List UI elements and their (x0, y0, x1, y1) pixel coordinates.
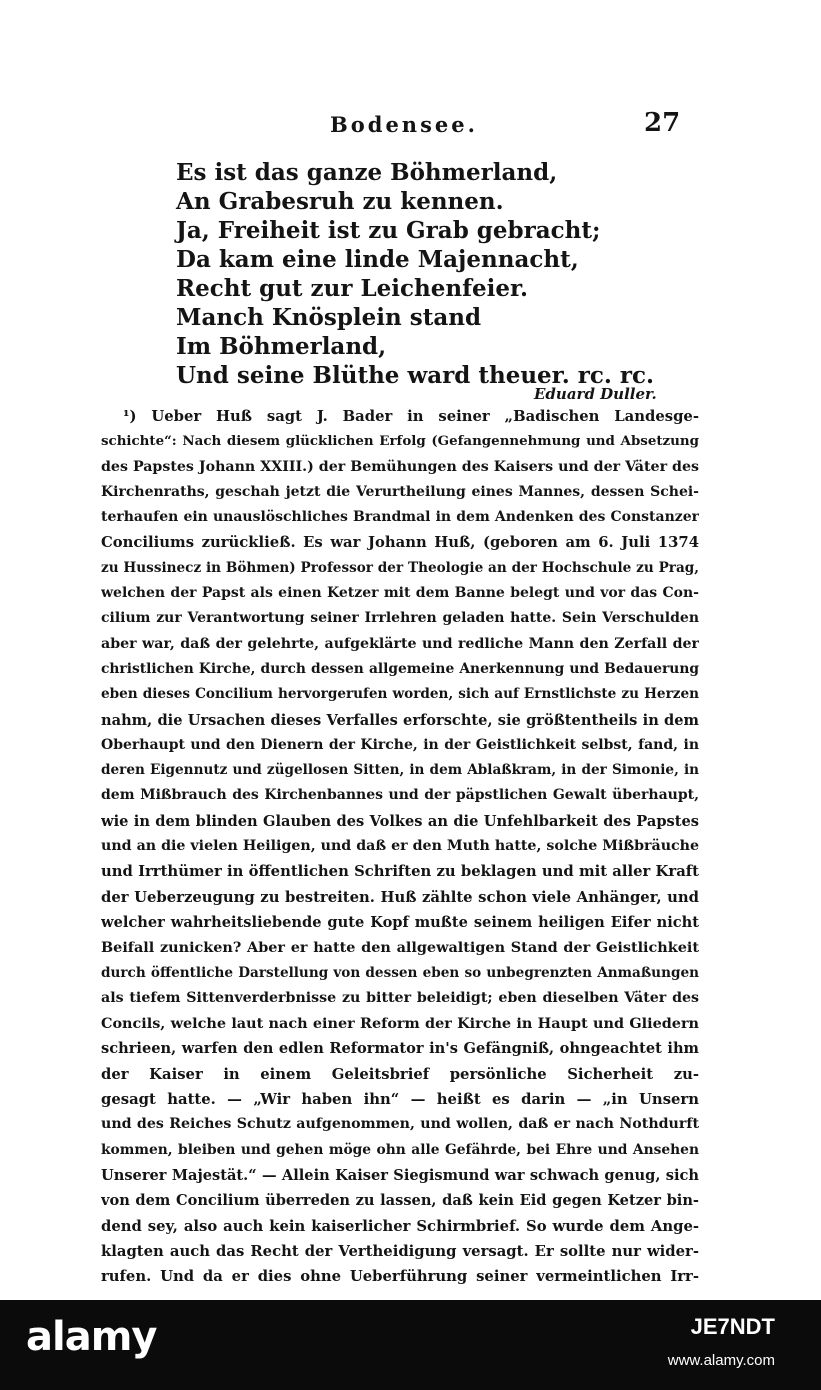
footnote-line: rufen. Und da er dies ohne Ueberführung seiner vermeintlichen Irr- (101, 1268, 699, 1286)
page-number: 27 (644, 108, 681, 138)
watermark-bar (0, 1300, 821, 1390)
watermark-url: www.alamy.com (667, 1352, 775, 1369)
footnote-line: kommen, bleiben und gehen möge ohn alle Gefährde, bei Ehre und Ansehen (101, 1141, 699, 1158)
poem-line: Ja, Freiheit ist zu Grab gebracht; (176, 217, 601, 244)
footnote-line: welchen der Papst als einen Ketzer mit dem Banne belegt und vor das Con- (101, 585, 699, 602)
footnote-line: Oberhaupt und den Dienern der Kirche, in der Geistlichkeit selbst, fand, in (101, 736, 699, 753)
poem-line: Da kam eine linde Majennacht, (176, 246, 579, 273)
poem-line: Und seine Blüthe ward theuer. rc. rc. (176, 362, 654, 389)
footnote-line: wie in dem blinden Glauben des Volkes an die Unfehlbarkeit des Papstes (101, 812, 699, 830)
footnote-line: schrieen, warfen den edlen Reformator in's Gefängniß, ohngeachtet ihm (101, 1040, 699, 1058)
footnote-line: klagten auch das Recht der Vertheidigung versagt. Er sollte nur wider- (101, 1242, 699, 1260)
footnote-line: durch öffentliche Darstellung von dessen eben so unbegrenzten Anmaßungen (101, 964, 699, 981)
footnote-line: nahm, die Ursachen dieses Verfalles erforschte, sie größtentheils in dem (101, 711, 699, 729)
footnote-line: der Ueberzeugung zu bestreiten. Huß zählte schon viele Anhänger, und (101, 888, 699, 906)
footnote-line: Conciliums zurückließ. Es war Johann Huß, (geboren am 6. Juli 1374 (101, 534, 699, 552)
footnote-line: dend sey, also auch kein kaiserlicher Schirmbrief. So wurde dem Ange- (101, 1217, 699, 1235)
poem-line: Im Böhmerland, (176, 333, 387, 360)
watermark-logo: alamy (26, 1314, 157, 1360)
footnote-line: als tiefem Sittenverderbnisse zu bitter beleidigt; eben dieselben Väter des (101, 989, 699, 1006)
footnote-line: zu Hussinecz in Böhmen) Professor der Theologie an der Hochschule zu Prag, (101, 559, 699, 576)
footnote-line: der Kaiser in einem Geleitsbrief persönliche Sicherheit zu- (101, 1065, 699, 1083)
footnote-line: Concils, welche laut nach einer Reform der Kirche in Haupt und Gliedern (101, 1015, 699, 1033)
footnote-line: gesagt hatte. — „Wir haben ihn“ — heißt es darin — „in Unsern (101, 1091, 699, 1109)
footnote-line: eben dieses Concilium hervorgerufen worden, sich auf Ernstlichste zu Herzen (101, 686, 699, 703)
footnote-line: dem Mißbrauch des Kirchenbannes und der päpstlichen Gewalt überhaupt, (101, 787, 699, 804)
running-title: Bodensee. (330, 112, 478, 137)
poem-line: Es ist das ganze Böhmerland, (176, 159, 558, 186)
poem-author: Eduard Duller. (534, 385, 657, 403)
poem-line: Manch Knösplein stand (176, 304, 482, 331)
footnote-line: schichte“: Nach diesem glücklichen Erfolg (Gefangennehmung und Absetzung (101, 433, 699, 450)
footnote-line: des Papstes Johann XXIII.) der Bemühungen des Kaisers und der Väter des (101, 458, 699, 475)
footnote-line: und Irrthümer in öffentlichen Schriften zu beklagen und mit aller Kraft (101, 863, 699, 881)
footnote-line: terhaufen ein unauslöschliches Brandmal in dem Andenken des Constanzer (101, 509, 699, 526)
footnote-line: Unserer Majestät.“ — Allein Kaiser Siegismund war schwach genug, sich (101, 1166, 699, 1184)
footnote-line: deren Eigennutz und zügellosen Sitten, in dem Ablaßkram, in der Simonie, in (101, 762, 699, 779)
footnote-line: und an die vielen Heiligen, und daß er den Muth hatte, solche Mißbräuche (101, 838, 699, 855)
poem-line: Recht gut zur Leichenfeier. (176, 275, 528, 302)
poem-line: An Grabesruh zu kennen. (176, 188, 504, 215)
running-head (0, 108, 821, 142)
footnote-line: von dem Concilium überreden zu lassen, daß kein Eid gegen Ketzer bin- (101, 1192, 699, 1210)
footnote-line: Kirchenraths, geschah jetzt die Verurtheilung eines Mannes, dessen Schei- (101, 483, 699, 500)
watermark-image-id: JE7NDT (690, 1314, 775, 1339)
footnote (101, 404, 699, 1289)
footnote-line: ¹) Ueber Huß sagt J. Bader in seiner „Badischen Landesge- (123, 408, 699, 425)
footnote-line: aber war, daß der gelehrte, aufgeklärte und redliche Mann den Zerfall der (101, 635, 699, 652)
footnote-line: Beifall zunicken? Aber er hatte den allgewaltigen Stand der Geistlichkeit (101, 939, 699, 957)
footnote-line: christlichen Kirche, durch dessen allgemeine Anerkennung und Bedauerung (101, 660, 699, 677)
footnote-line: cilium zur Verantwortung seiner Irrlehren geladen hatte. Sein Verschulden (101, 610, 699, 627)
footnote-line: welcher wahrheitsliebende gute Kopf mußte seinem heiligen Eifer nicht (101, 913, 699, 931)
poem-stanza (176, 158, 696, 390)
footnote-line: und des Reiches Schutz aufgenommen, und wollen, daß er nach Nothdurft (101, 1116, 699, 1133)
